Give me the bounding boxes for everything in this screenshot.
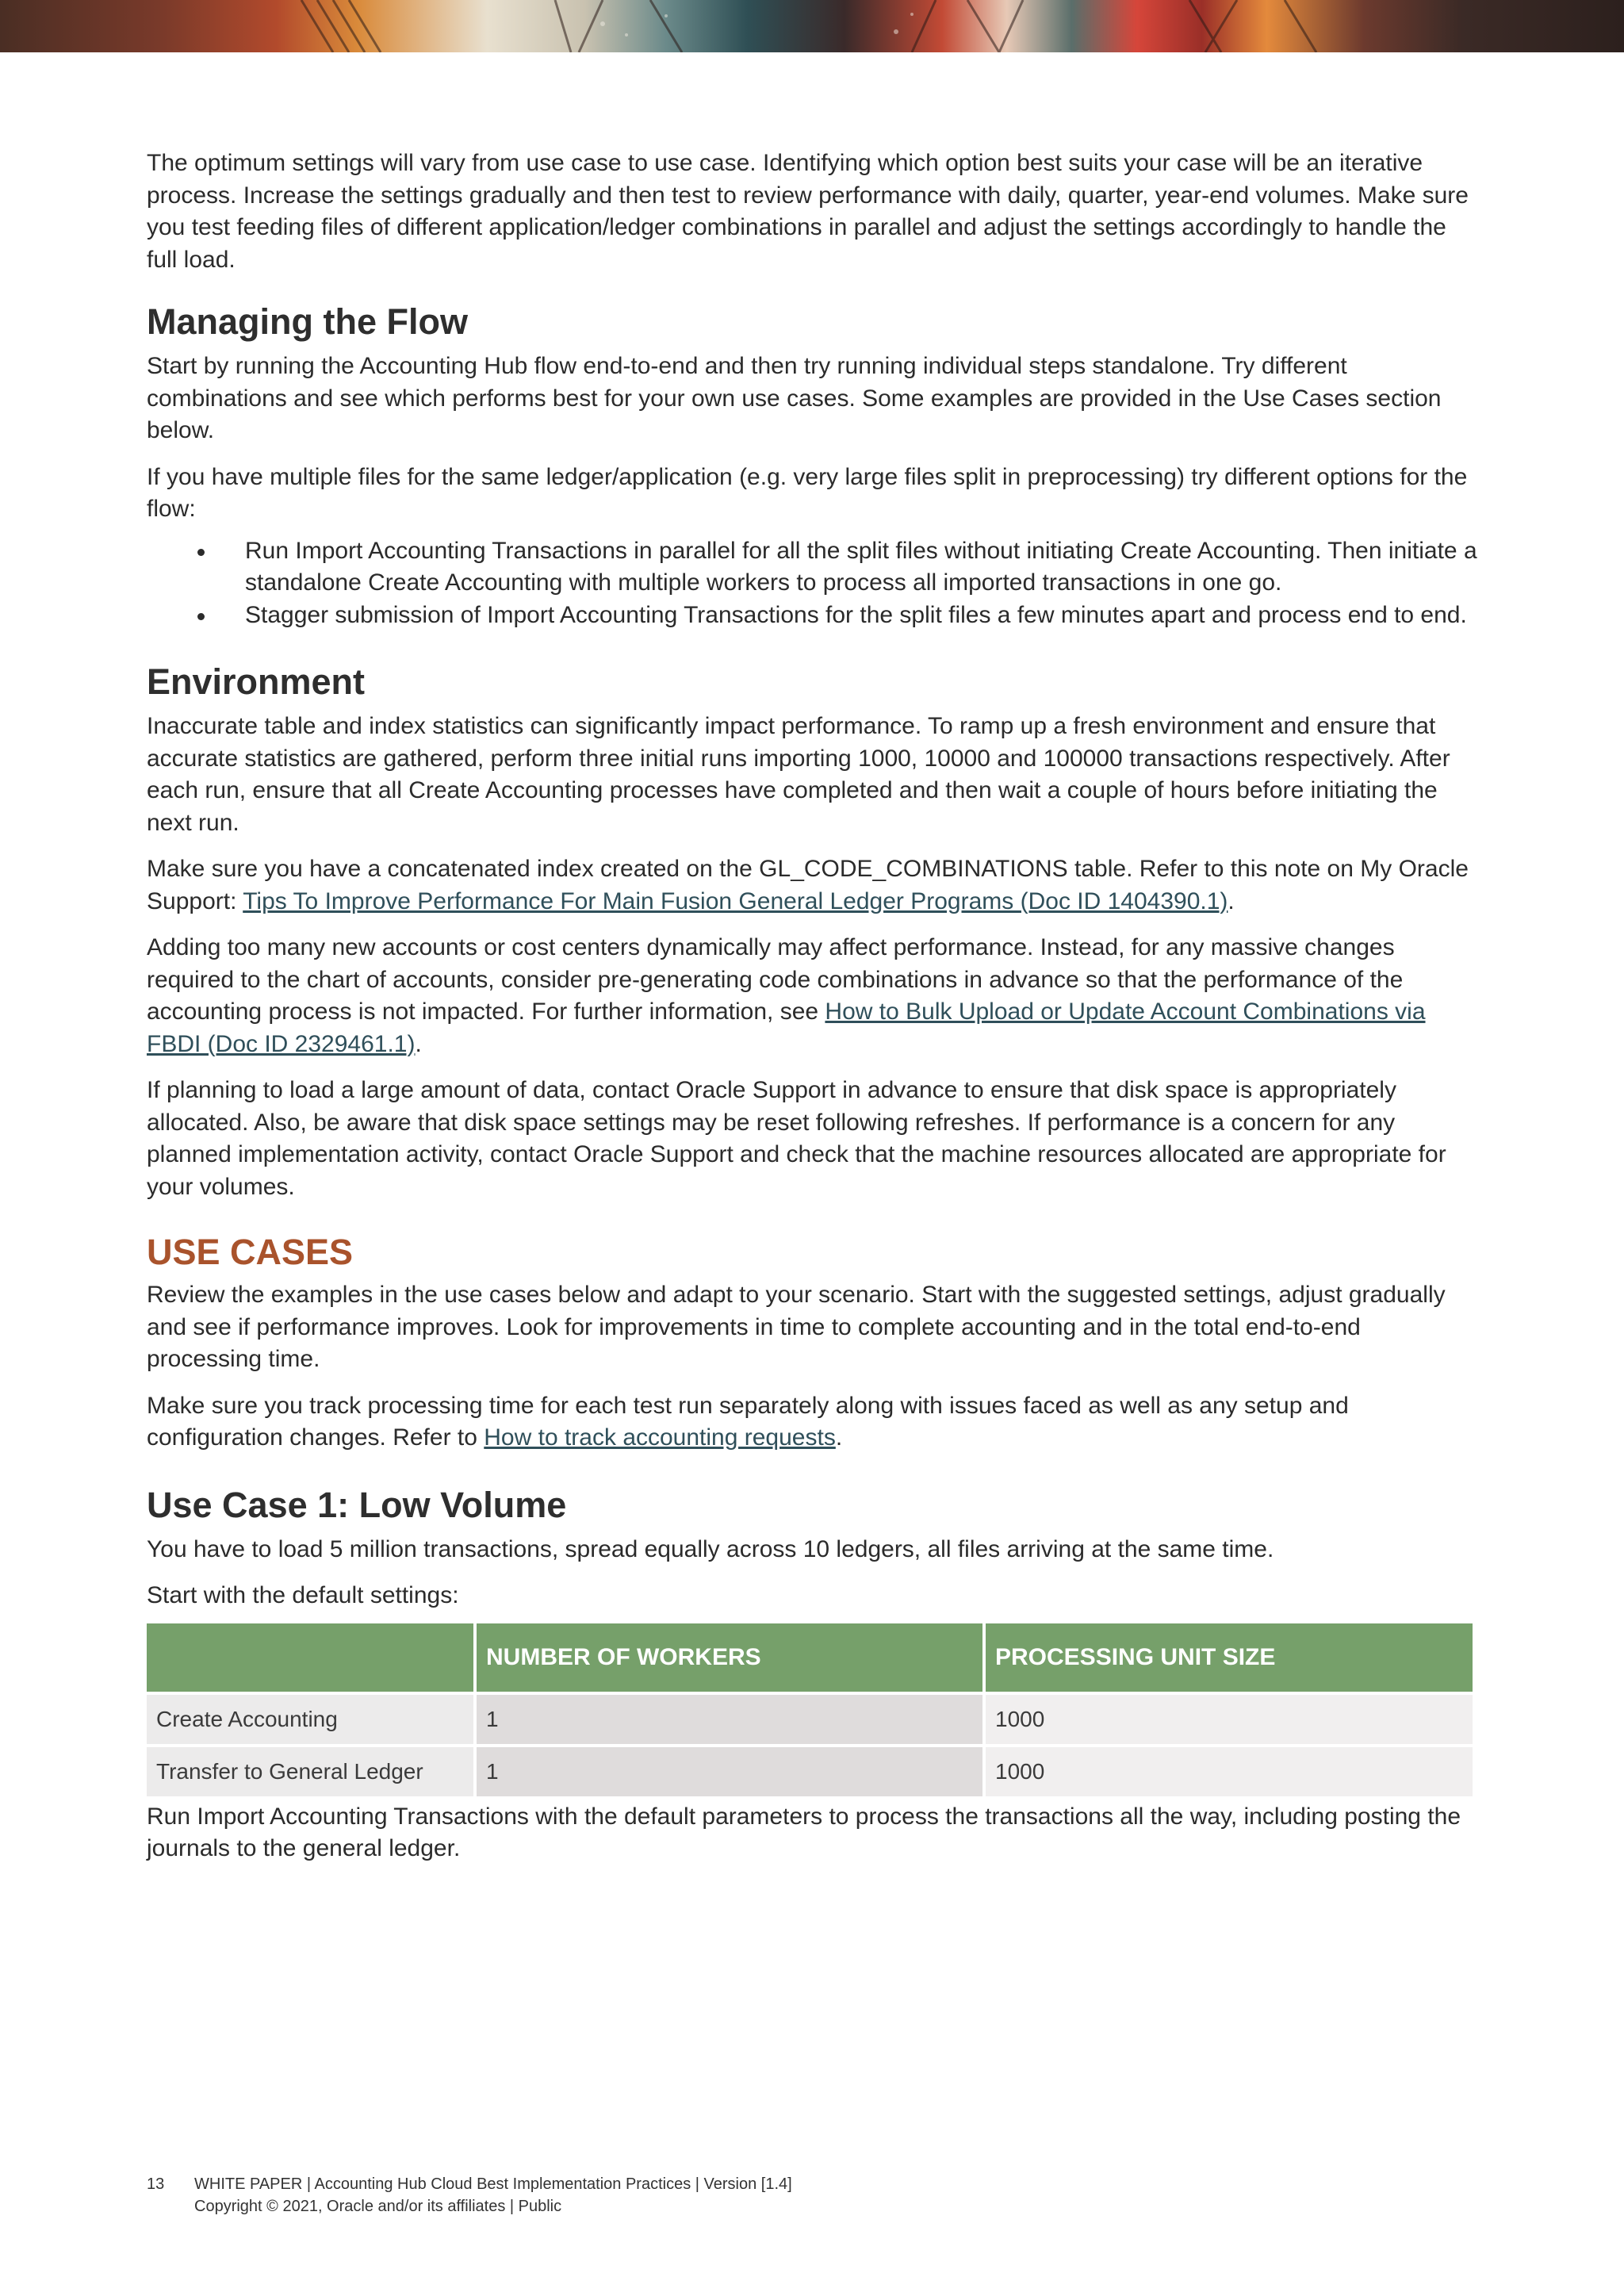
use-case-1-paragraph-1: You have to load 5 million transactions, spread equally across 10 ledgers, all files arriving at the same time. bbox=[147, 1535, 1274, 1562]
use-cases-paragraph-2: Make sure you track processing time for each test run separately along with issues faced as well as any setup and configuration changes. Refer to How to track accounting requests. bbox=[147, 1392, 1349, 1451]
link-bulk-upload-account-combinations[interactable]: How to Bulk Upload or Update Account Combinations via FBDI (Doc ID 2329461.1) bbox=[147, 999, 1426, 1057]
heading-use-case-1: Use Case 1: Low Volume bbox=[147, 1484, 567, 1525]
list-item: Stagger submission of Import Accounting Transactions for the split files a few minutes apart and process end to end. bbox=[245, 600, 1479, 632]
default-settings-table bbox=[144, 1620, 1476, 1800]
link-tips-improve-performance[interactable]: Tips To Improve Performance For Main Fusion General Ledger Programs (Doc ID 1404390.1) bbox=[243, 887, 1228, 914]
flow-options-list bbox=[147, 535, 1479, 632]
table-cell: 1 bbox=[477, 1747, 982, 1796]
table-cell: 1000 bbox=[986, 1747, 1473, 1796]
use-cases-paragraph-1: Review the examples in the use cases below and adapt to your scenario. Start with the suggested settings, adjust gradually and see if performance improves. Look for improvements in time to complete accounting and in the total end-to-end processing time. bbox=[147, 1282, 1446, 1372]
heading-managing-the-flow: Managing the Flow bbox=[147, 301, 468, 342]
table-header-cell bbox=[147, 1623, 473, 1692]
heading-environment: Environment bbox=[147, 661, 366, 702]
environment-paragraph-2: Make sure you have a concatenated index created on the GL_CODE_COMBINATIONS table. Refer to this note on My Oracle Support: Tips To Improve Performance For Main Fusion General Ledger Programs (Doc ID 1404390.1). bbox=[147, 856, 1469, 914]
use-case-1-paragraph-2: Start with the default settings: bbox=[147, 1582, 459, 1608]
table-cell: 1000 bbox=[986, 1695, 1473, 1744]
environment-paragraph-4: If planning to load a large amount of data, contact Oracle Support in advance to ensure that disk space is appropriately allocated. Also, be aware that disk space settings may be reset following refreshes. If performance is a concern for any planned implementation activity, contact Oracle Support and check that the machine resources allocated are appropriate for your volumes. bbox=[147, 1077, 1446, 1200]
heading-use-cases: USE CASES bbox=[147, 1232, 354, 1272]
table-header-cell: PROCESSING UNIT SIZE bbox=[986, 1623, 1473, 1692]
footer-document-title: WHITE PAPER | Accounting Hub Cloud Best Implementation Practices | Version [1.4] bbox=[194, 2175, 792, 2193]
table-cell: Create Accounting bbox=[147, 1695, 473, 1744]
page-content bbox=[147, 148, 1479, 1880]
managing-flow-paragraph-1: Start by running the Accounting Hub flow end-to-end and then try running individual steps standalone. Try different combinations and see which performs best for your own use cases. Some examples are provided in the Use Cases section below. bbox=[147, 353, 1442, 443]
intro-paragraph: The optimum settings will vary from use case to use case. Identifying which option best suits your case will be an iterative process. Increase the settings gradually and then test to review performance with daily, quarter, year-end volumes. Make sure you test feeding files of different application/ledger combinations in parallel and adjust the settings accordingly to handle the full load. bbox=[147, 150, 1469, 273]
list-item: Run Import Accounting Transactions in parallel for all the split files without initiating Create Accounting. Then initiate a standalone Create Accounting with multiple workers to process all imported transactions in one go. bbox=[245, 535, 1479, 600]
banner-pattern-graphic bbox=[0, 0, 1624, 52]
bullet-icon bbox=[197, 613, 205, 620]
table-cell: 1 bbox=[477, 1695, 982, 1744]
managing-flow-paragraph-2: If you have multiple files for the same ledger/application (e.g. very large files split in preprocessing) try different options for the flow: bbox=[147, 463, 1468, 522]
bullet-icon bbox=[197, 549, 205, 556]
table-cell: Transfer to General Ledger bbox=[147, 1747, 473, 1796]
page-number: 13 bbox=[147, 2175, 165, 2193]
footer-copyright: Copyright © 2021, Oracle and/or its affiliates | Public bbox=[194, 2198, 562, 2215]
table-header-row bbox=[147, 1623, 1473, 1692]
table-row bbox=[147, 1695, 1473, 1744]
use-case-1-paragraph-3: Run Import Accounting Transactions with the default parameters to process the transactions all the way, including posting the journals to the general ledger. bbox=[147, 1803, 1461, 1861]
table-header-cell: NUMBER OF WORKERS bbox=[477, 1623, 982, 1692]
environment-paragraph-1: Inaccurate table and index statistics can significantly impact performance. To ramp up a fresh environment and ensure that accurate statistics are gathered, perform three initial runs importing 1000, 10000 and 100000 transactions respectively. After each run, ensure that all Create Accounting processes have completed and then wait a couple of hours before initiating the next run. bbox=[147, 713, 1450, 836]
link-track-accounting-requests[interactable]: How to track accounting requests bbox=[484, 1424, 836, 1451]
environment-paragraph-3: Adding too many new accounts or cost centers dynamically may affect performance. Instead, for any massive changes required to the chart of accounts, consider pre-generating code combinations in advance so that the performance of the accounting process is not impacted. For further information, see How to Bulk Upload or Update Account Combinations via FBDI (Doc ID 2329461.1). bbox=[147, 934, 1426, 1057]
table-row bbox=[147, 1747, 1473, 1796]
header-banner-artwork bbox=[0, 0, 1624, 52]
